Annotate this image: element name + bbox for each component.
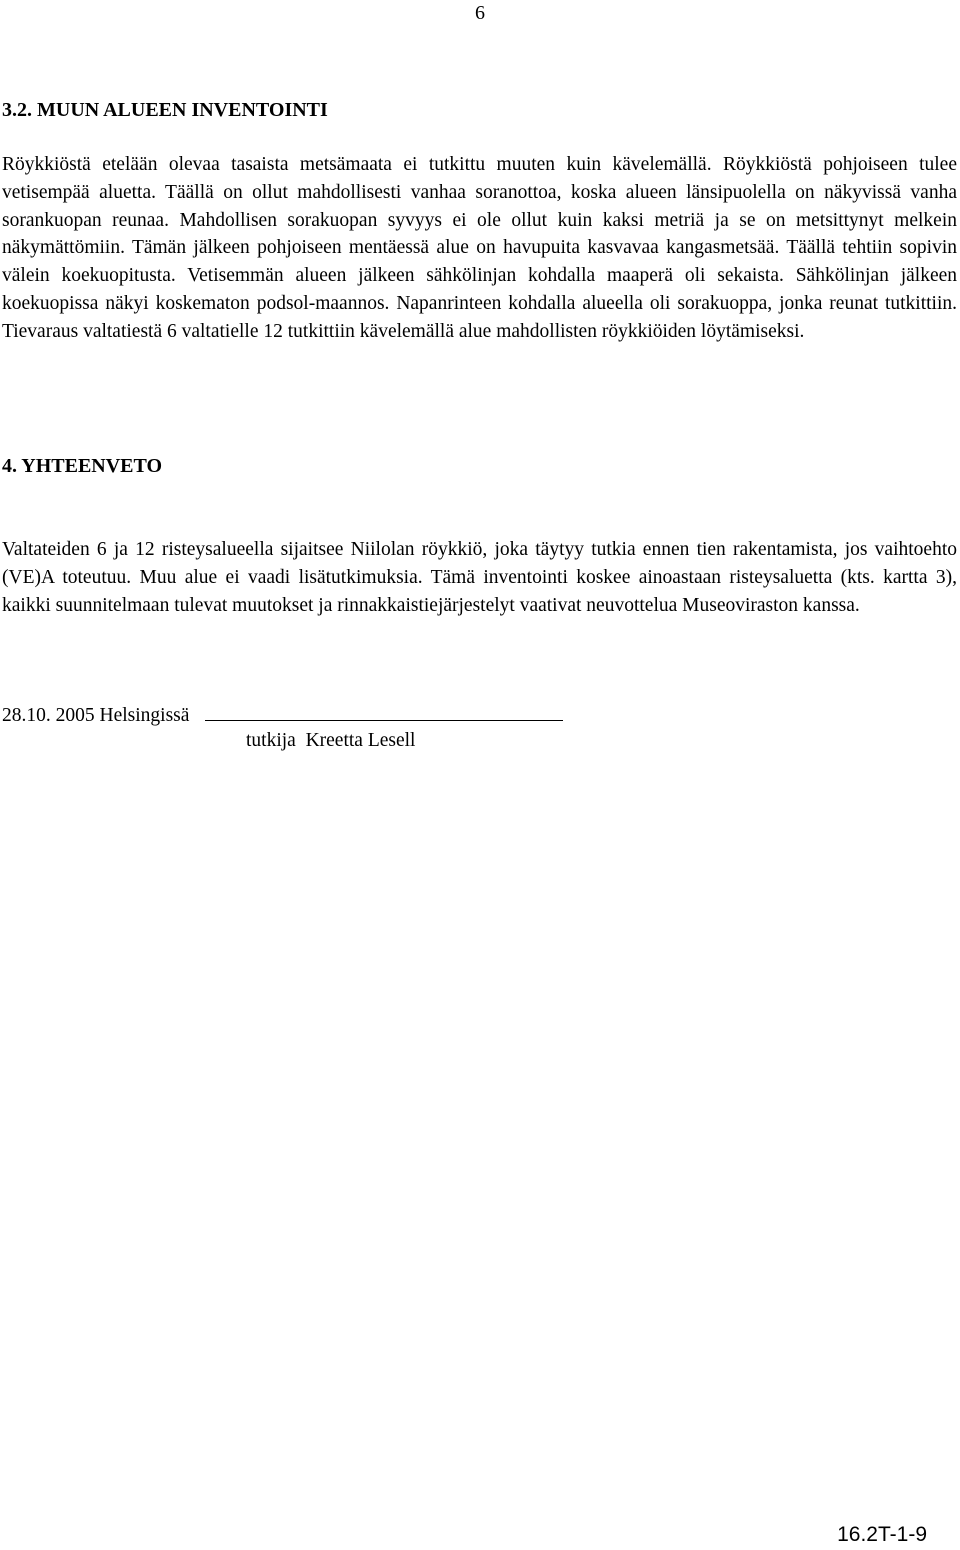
section-body-summary: Valtateiden 6 ja 12 risteysalueella sijaitsee Niilolan röykkiö, joka täytyy tutkia ennen tien rakentamista, jos vaihtoehto (VE)A toteutuu. Muu alue ei vaadi lisätutkimuksia. Tämä inventointi koskee ainoastaan risteysaluetta (kts. kartta 3), kaikki suunnitelmaan tulevat muutokset ja rinnakkaistiejärjestelyt vaativat neuvottelua Museoviraston kanssa.	[2, 539, 957, 616]
section-heading-summary: 4. YHTEENVETO	[2, 455, 163, 477]
section-heading-inventory: 3.2. MUUN ALUEEN INVENTOINTI	[2, 99, 328, 121]
signature-date-place: 28.10. 2005 Helsingissä	[2, 705, 190, 726]
page-number: 6	[475, 2, 485, 24]
signature-block	[2, 702, 563, 728]
signature-name: tutkija Kreetta Lesell	[246, 730, 416, 751]
document-code: 16.2T-1-9	[837, 1523, 927, 1546]
signature-rule	[205, 702, 563, 721]
section-body-inventory: Röykkiöstä etelään olevaa tasaista metsämaata ei tutkittu muuten kuin kävelemällä. Röykkiöstä pohjoiseen tulee vetisempää aluetta. Täällä on ollut mahdollisesti vanhaa soranottoa, koska alueen länsipuolella on näkyvissä vanha sorankuopan reunaa. Mahdollisen sorakuopan syvyys ei ole ollut kuin kaksi metriä ja se on metsittynyt melkein näkymättömiin. Tämän jälkeen pohjoiseen mentäessä alue on havupuita kasvavaa kangasmetsää. Täällä tehtiin sopivin välein koekuopitusta. Vetisemmän alueen jälkeen sähkölinjan kohdalla maaperä oli sekaista. Sähkölinjan jälkeen koekuopissa näkyi koskematon podsol-maannos. Napanrinteen kohdalla alueella oli sorakuoppa, jonka reunat tutkittiin. Tievaraus valtatiestä 6 valtatielle 12 tutkittiin kävelemällä alue mahdollisten röykkiöiden löytämiseksi.	[2, 154, 957, 342]
